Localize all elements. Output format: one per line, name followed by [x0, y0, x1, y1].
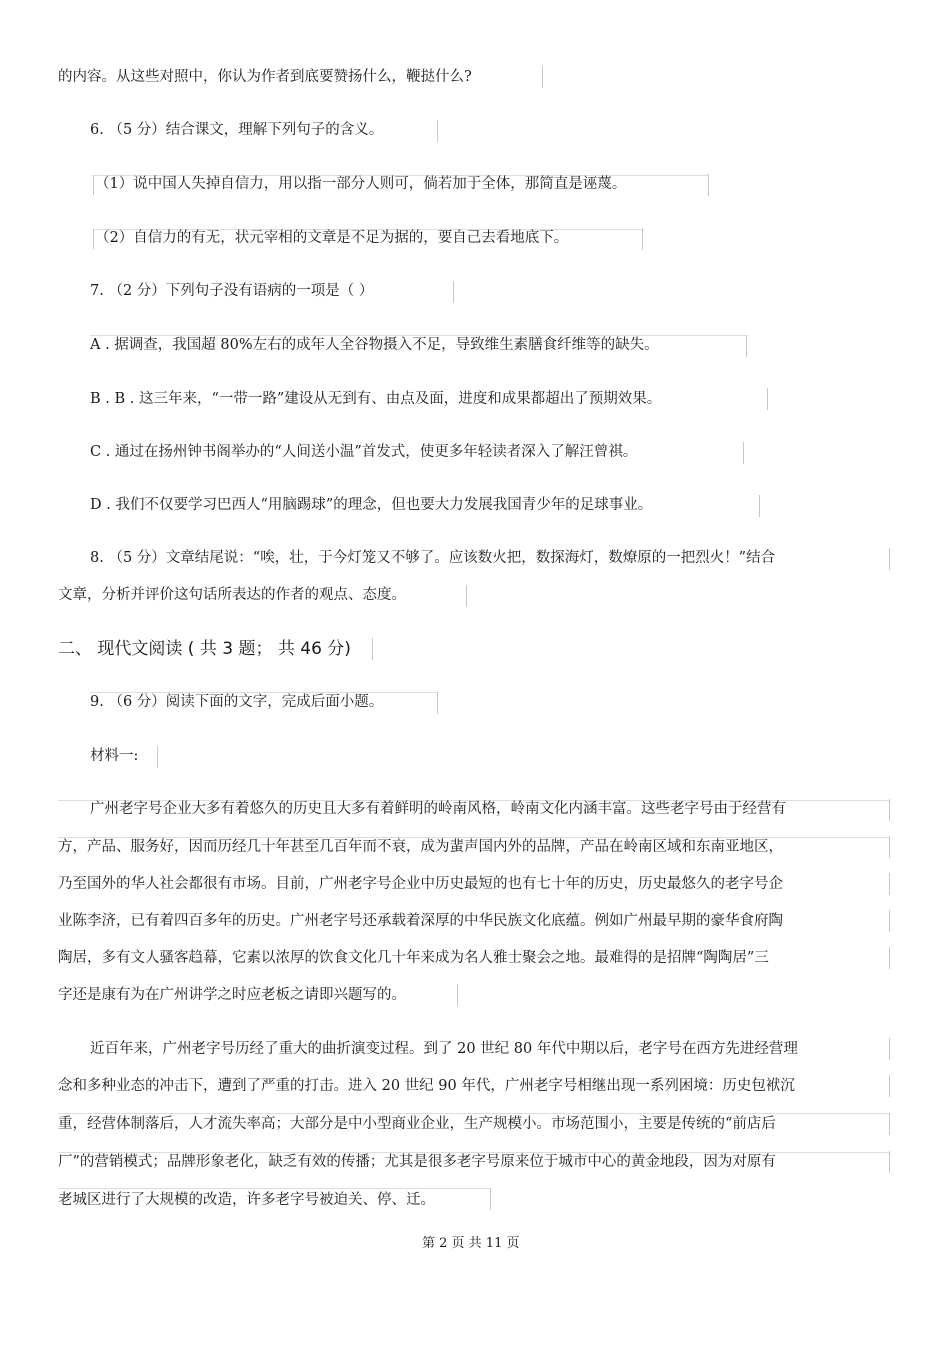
line-marker	[889, 836, 890, 858]
line-box-left	[93, 229, 94, 249]
paragraph-1-line-6: 字还是康有为在广州讲学之时应老板之请即兴题写的。	[58, 987, 406, 1003]
line-marker	[889, 1038, 890, 1060]
line-marker	[889, 799, 890, 821]
line-marker	[437, 692, 438, 714]
line-marker	[889, 1075, 890, 1097]
paragraph-2-line-4: 厂”的营销模式；品牌形象老化，缺乏有效的传播；尤其是很多老字号原来位于城市中心的黄金地段，因为对原有	[58, 1154, 776, 1170]
section-heading: 二、 现代文阅读 ( 共 3 题； 共 46 分)	[58, 639, 351, 659]
paragraph-1-line-3: 乃至国外的华人社会都很有市场。目前，广州老字号企业中历史最短的也有七十年的历史，历史最悠久的老字号企	[58, 876, 783, 892]
line-marker	[759, 495, 760, 517]
line-marker	[746, 335, 747, 357]
line-marker	[642, 228, 643, 250]
option-d: D . 我们不仅要学习巴西人“用脑踢球”的理念，但也要大力发展我国青少年的足球事业。	[90, 497, 653, 513]
line-marker	[542, 66, 543, 88]
option-a: A . 据调查，我国超 80%左右的成年人全谷物摄入不足，导致维生素膳食纤维等的缺失。	[90, 337, 659, 353]
question-6-item-2: （2）自信力的有无，状元宰相的文章是不足为据的，要自己去看地底下。	[95, 230, 569, 246]
page-number: 第 2 页 共 11 页	[422, 1236, 520, 1251]
line-marker	[466, 585, 467, 607]
line-marker	[889, 1151, 890, 1173]
line-marker	[889, 1113, 890, 1135]
question-6-item-1: （1）说中国人失掉自信力，用以指一部分人则可，倘若加于全体，那简直是诬蔑。	[95, 176, 627, 192]
question-7: 7. （2 分）下列句子没有语病的一项是（ ）	[90, 283, 374, 299]
question-8-line-1: 8. （5 分）文章结尾说：“唉，壮，于今灯笼又不够了。应该数火把，数探海灯，数燎原的一把烈火！”结合	[90, 550, 776, 566]
paragraph-1-line-5: 陶居，多有文人骚客趋幕，它素以浓厚的饮食文化几十年来成为名人雅士聚会之地。最难得的是招牌“陶陶居”三	[58, 950, 769, 966]
line-marker	[490, 1188, 491, 1210]
line-marker	[453, 281, 454, 303]
line-marker	[889, 947, 890, 969]
paragraph-2-line-3: 重，经营体制落后，人才流失率高；大部分是中小型商业企业，生产规模小。市场范围小，主要是传统的“前店后	[58, 1116, 776, 1132]
question-8-line-2: 文章，分析并评价这句话所表达的作者的观点、态度。	[58, 587, 406, 603]
text-line-1: 的内容。从这些对照中，你认为作者到底要赞扬什么，鞭挞什么?	[58, 69, 472, 85]
line-marker	[743, 442, 744, 464]
line-marker	[437, 120, 438, 142]
option-b: B . B . 这三年来，“一带一路”建设从无到有、由点及面，进度和成果都超出了预期效果。	[90, 391, 662, 407]
line-marker	[157, 746, 158, 768]
question-9: 9. （6 分）阅读下面的文字，完成后面小题。	[90, 694, 384, 710]
paragraph-1-line-1: 广州老字号企业大多有着悠久的历史且大多有着鲜明的岭南风格，岭南文化内涵丰富。这些老字号由于经营有	[90, 801, 786, 817]
line-marker	[372, 638, 373, 660]
line-marker	[889, 910, 890, 932]
line-marker	[889, 873, 890, 895]
line-marker	[889, 548, 890, 570]
line-box-top	[58, 1188, 490, 1189]
line-box-left	[93, 175, 94, 195]
paragraph-2-line-2: 念和多种业态的冲击下，遭到了严重的打击。进入 20 世纪 90 年代，广州老字号相继出现一系列困境：历史包袱沉	[58, 1078, 795, 1094]
line-marker	[767, 388, 768, 410]
paragraph-2-line-1: 近百年来，广州老字号历经了重大的曲折演变过程。到了 20 世纪 80 年代中期以后，老字号在西方先进经营理	[90, 1041, 798, 1057]
question-6: 6. （5 分）结合课文，理解下列句子的含义。	[90, 122, 384, 138]
paragraph-2-line-5: 老城区进行了大规模的改造，许多老字号被迫关、停、迁。	[58, 1192, 435, 1208]
material-1-title: 材料一:	[90, 748, 139, 764]
option-c: C . 通过在扬州钟书阁举办的“人间送小温”首发式，使更多年轻读者深入了解汪曾祺。	[90, 444, 638, 460]
line-marker	[457, 984, 458, 1006]
paragraph-1-line-2: 方，产品、服务好，因而历经几十年甚至几百年而不衰，成为蜚声国内外的品牌，产品在岭南区域和东南亚地区，	[58, 839, 783, 855]
paragraph-1-line-4: 业陈李济，已有着四百多年的历史。广州老字号还承载着深厚的中华民族文化底蕴。例如广州最早期的豪华食府陶	[58, 913, 783, 929]
line-marker	[708, 174, 709, 196]
